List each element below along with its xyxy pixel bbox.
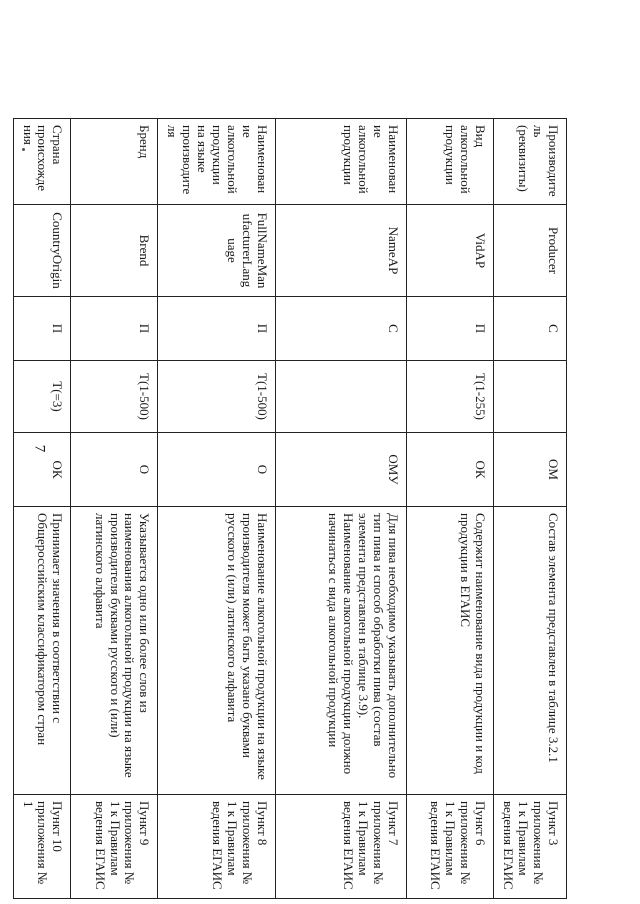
cell-description: Наименование алкогольной продукции на языке производителя может быть указано буквами русского и (или) латинского алфавита (158, 507, 276, 795)
table-row (276, 119, 407, 899)
requisites-table (13, 118, 567, 899)
cell-type: П (71, 297, 158, 361)
cell-type: П (407, 297, 494, 361)
cell-format: T(1-255) (407, 361, 494, 433)
cell-reference: Пункт 6 приложения № 1 к Правилам ведения ЕГАИС (407, 795, 494, 899)
table-row (407, 119, 494, 899)
cell-reference: Пункт 9 приложения № 1 к Правилам ведения ЕГАИС (71, 795, 158, 899)
cell-reference: Пункт 8 приложения № 1 к Правилам ведения ЕГАИС (158, 795, 276, 899)
cell-name: Страна происхождения (13, 119, 71, 205)
cell-requirement: ОК (407, 433, 494, 507)
cell-reference: Пункт 3 приложения № 1 к Правилам ведения ЕГАИС (494, 795, 567, 899)
page-number: 7 (31, 444, 48, 453)
table-row (13, 119, 71, 899)
cell-requirement: ОК (13, 433, 71, 507)
cell-requirement: ОМУ (276, 433, 407, 507)
cell-reference: Пункт 10 приложения № 1 (13, 795, 71, 899)
cell-tag: FullNameManufacturerLanguage (158, 205, 276, 297)
cell-format: T(=3) (13, 361, 71, 433)
table-row (71, 119, 158, 899)
cell-type: С (276, 297, 407, 361)
cell-tag: Brend (71, 205, 158, 297)
cell-description: Для пива необходимо указывать дополнительно тип пива и способ обработки пива (состав элемента представлен в таблице 3.9). Наименование алкогольной продукции должно начинаться с вида алкогольной продукции (276, 507, 407, 795)
cell-name: Производитель (реквизиты) (494, 119, 567, 205)
cell-requirement: О (158, 433, 276, 507)
cell-tag: CountryOrigin (13, 205, 71, 297)
cell-format: T(1-500) (158, 361, 276, 433)
rotated-table-container (20, 118, 567, 898)
cell-name: Бренд (71, 119, 158, 205)
cell-name: Вид алкогольной продукции (407, 119, 494, 205)
cell-format: T(1-500) (71, 361, 158, 433)
cell-name: Наименование алкогольной продукции на языке производителя (158, 119, 276, 205)
cell-requirement: ОМ (494, 433, 567, 507)
cell-format (494, 361, 567, 433)
cell-tag: VidAP (407, 205, 494, 297)
cell-requirement: О (71, 433, 158, 507)
cell-type: С (494, 297, 567, 361)
cell-reference: Пункт 7 приложения № 1 к Правилам ведения ЕГАИС (276, 795, 407, 899)
table-row (158, 119, 276, 899)
table-row (494, 119, 567, 899)
cell-description: Указывается одно или более слов из наименования алкогольной продукции на языке производителя буквами русского и (или) латинского алфавита (71, 507, 158, 795)
cell-name: Наименование алкогольной продукции (276, 119, 407, 205)
cell-description: Содержит наименование вида продукции и код продукции в ЕГАИС (407, 507, 494, 795)
cell-tag: NameAP (276, 205, 407, 297)
cell-format (276, 361, 407, 433)
cell-type: П (13, 297, 71, 361)
cell-type: П (158, 297, 276, 361)
cell-tag: Producer (494, 205, 567, 297)
cell-description: Принимает значения в соответствии с Общероссийским классификатором стран (13, 507, 71, 795)
cell-description: Состав элемента представлен в таблице 3.2.1 (494, 507, 567, 795)
